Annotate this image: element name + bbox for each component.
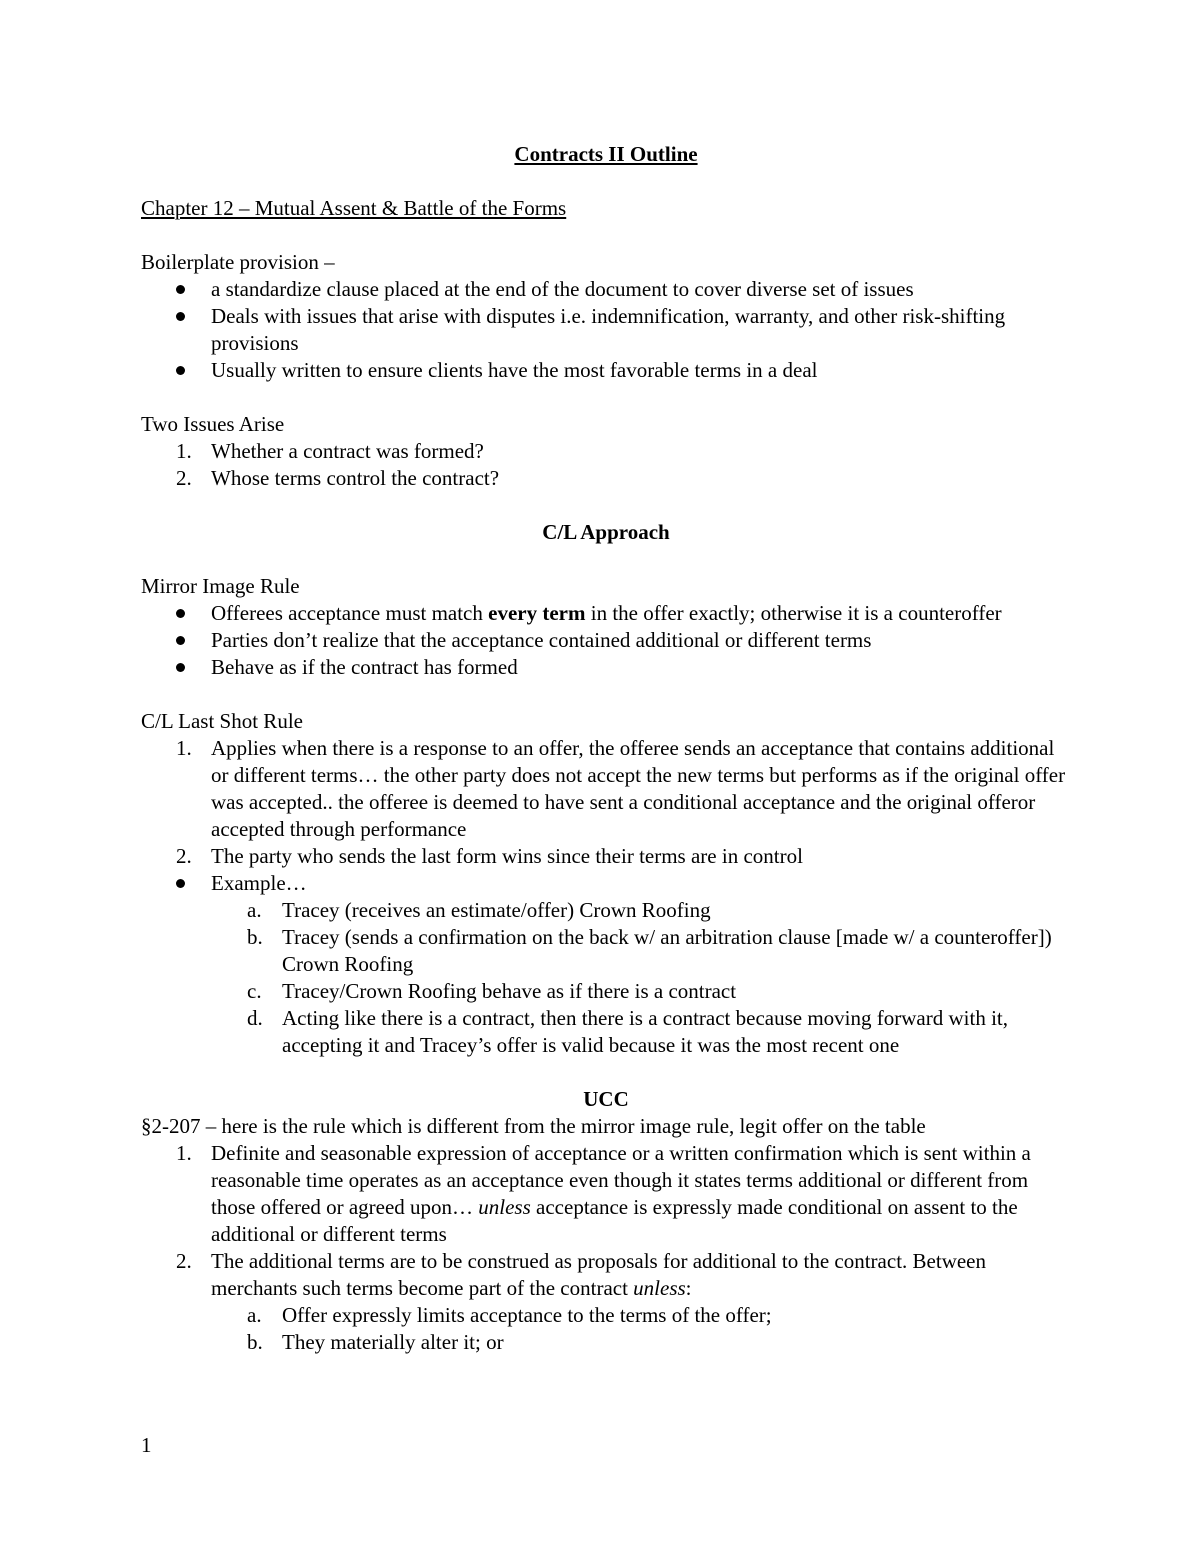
list-item: 1. Whether a contract was formed? [176,439,484,463]
list-item: 2. Whose terms control the contract? [176,466,500,490]
last-shot-list [141,735,1071,897]
bullet-icon [176,285,185,294]
two-issues-list [141,438,1071,492]
boilerplate-list [141,276,1071,384]
list-item: c. Tracey/Crown Roofing behave as if there is a contract [247,979,737,1003]
chapter-heading: Chapter 12 – Mutual Assent & Battle of the Forms [141,196,567,220]
bullet-icon [176,636,185,645]
list-item: Example… [141,870,1071,897]
list-item: a standardize clause placed at the end of the document to cover diverse set of issues [141,276,1071,303]
example-list [141,897,1071,1059]
list-item: Usually written to ensure clients have the most favorable terms in a deal [141,357,1071,384]
document-title: Contracts II Outline [514,142,698,166]
list-item: b. They materially alter it; or [247,1330,504,1354]
two-issues-label: Two Issues Arise [141,412,285,436]
mirror-image-label: Mirror Image Rule [141,574,300,598]
bullet-icon [176,366,185,375]
list-item: 2. The additional terms are to be construed as proposals for additional to the contract. Between merchants such terms become part of the contract unless: [176,1249,987,1300]
list-item: Behave as if the contract has formed [141,654,1071,681]
mirror-image-list [141,600,1071,681]
bullet-icon [176,312,185,321]
list-item: 2. The party who sends the last form wins since their terms are in control [176,844,803,868]
list-item: Deals with issues that arise with disputes i.e. indemnification, warranty, and other risk-shifting provisions [141,303,1071,357]
page-number: 1 [141,1433,152,1457]
list-item: Offerees acceptance must match every term in the offer exactly; otherwise it is a counteroffer [141,600,1071,627]
list-item: 1. Definite and seasonable expression of acceptance or a written confirmation which is sent within a reasonable time operates as an acceptance even though it states terms additional or different from those offered or agreed upon… unless acceptance is expressly made conditional on assent to the additional or different terms [176,1141,1031,1246]
bullet-icon [176,609,185,618]
list-item: Parties don’t realize that the acceptance contained additional or different terms [141,627,1071,654]
list-item: a. Tracey (receives an estimate/offer) Crown Roofing [247,898,711,922]
bullet-icon [176,879,185,888]
boilerplate-label: Boilerplate provision – [141,250,335,274]
list-item: 1. Applies when there is a response to an offer, the offeree sends an acceptance that contains additional or different terms… the other party does not accept the new terms but performs as if the original offer was accepted.. the offeree is deemed to have sent a conditional acceptance and the original offeror accepted through performance [176,736,1066,841]
ucc-sub-list [141,1302,1071,1356]
document-body [141,141,1071,1356]
list-item: d. Acting like there is a contract, then there is a contract because moving forward with it, accepting it and Tracey’s offer is valid because it was the most recent one [247,1006,1008,1057]
last-shot-label: C/L Last Shot Rule [141,709,303,733]
ucc-heading: UCC [583,1087,629,1111]
bullet-icon [176,663,185,672]
ucc-intro: §2-207 – here is the rule which is different from the mirror image rule, legit offer on the table [141,1114,926,1138]
list-item: b. Tracey (sends a confirmation on the back w/ an arbitration clause [made w/ a counteroffer]) Crown Roofing [247,925,1052,976]
cl-approach-heading: C/L Approach [542,520,670,544]
list-item: a. Offer expressly limits acceptance to the terms of the offer; [247,1303,772,1327]
ucc-list [141,1140,1071,1302]
